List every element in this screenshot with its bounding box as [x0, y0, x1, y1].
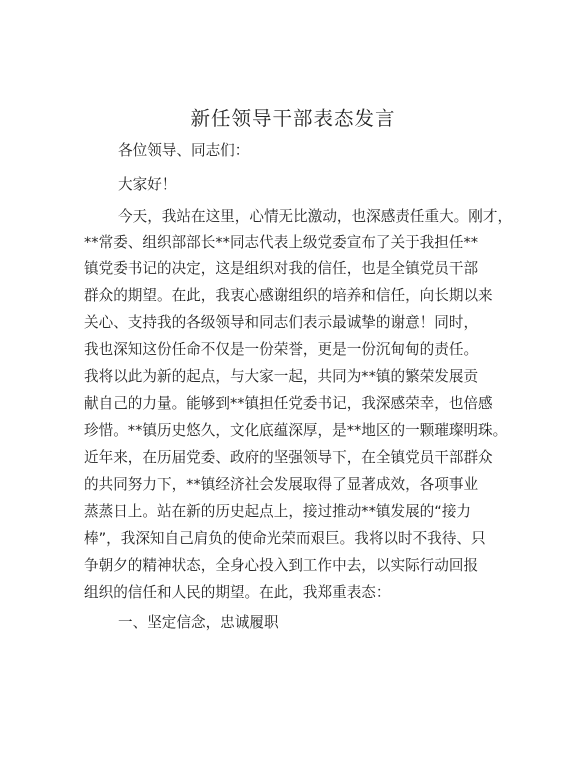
paragraph-line: 关心、支持我的各级领导和同志们表示最诚挚的谢意！同时，: [84, 314, 479, 331]
paragraph-line: 蒸蒸日上。站在新的历史起点上，接过推动**镇发展的“接力: [84, 503, 472, 520]
paragraph-line: 组织的信任和人民的期望。在此，我郑重表态：: [84, 584, 391, 601]
paragraph-line: 珍惜。**镇历史悠久，文化底蕴深厚，是**地区的一颗璀璨明珠。: [84, 422, 508, 439]
paragraph-line: 我将以此为新的起点，与大家一起，共同为**镇的繁荣发展贡: [84, 368, 479, 385]
paragraph-line: **常委、组织部部长**同志代表上级党委宣布了关于我担任**: [84, 234, 479, 251]
paragraph-line: 献自己的力量。能够到**镇担任党委书记，我深感荣幸，也倍感: [84, 395, 493, 412]
section-heading: 一、坚定信念，忠诚履职: [118, 614, 279, 631]
greeting: 大家好！: [118, 176, 177, 193]
paragraph-line: 的共同努力下，**镇经济社会发展取得了显著成效，各项事业: [84, 476, 479, 493]
paragraph-line: 今天，我站在这里，心情无比激动，也深感责任重大。刚才，: [118, 208, 513, 225]
paragraph-line: 群众的期望。在此，我衷心感谢组织的培养和信任，向长期以来: [84, 287, 493, 304]
paragraph-line: 争朝夕的精神状态，全身心投入到工作中去，以实际行动回报: [84, 557, 479, 574]
paragraph-line: 近年来，在历届党委、政府的坚强领导下，在全镇党员干部群众: [84, 449, 493, 466]
document-title: 新任领导干部表态发言: [190, 107, 396, 130]
paragraph-line: 镇党委书记的决定，这是组织对我的信任，也是全镇党员干部: [84, 260, 479, 277]
salutation: 各位领导、同志们：: [118, 142, 250, 159]
paragraph-line: 棒”，我深知自己肩负的使命光荣而艰巨。我将以时不我待、只: [84, 530, 486, 547]
paragraph-line: 我也深知这份任命不仅是一份荣誉，更是一份沉甸甸的责任。: [84, 341, 479, 358]
